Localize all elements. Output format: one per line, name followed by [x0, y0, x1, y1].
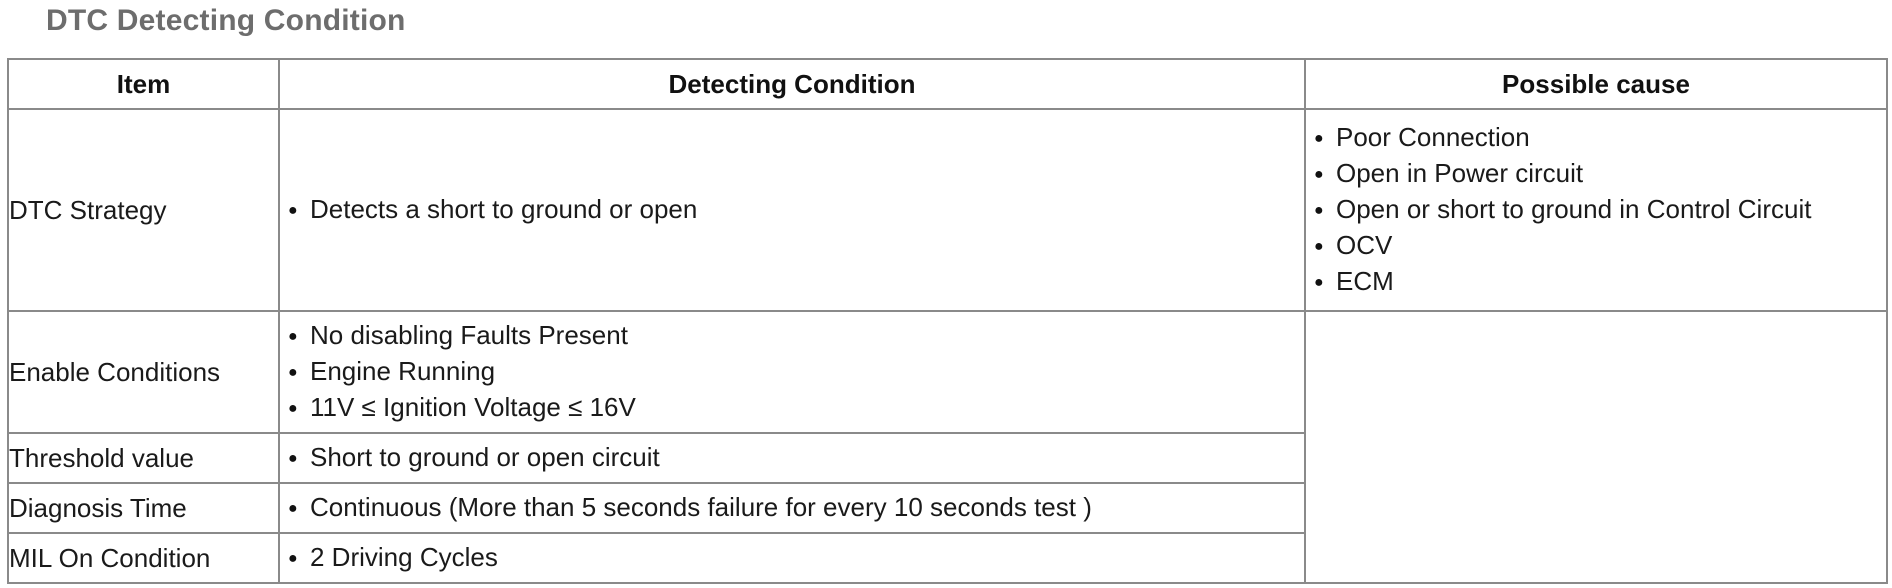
list-item: ● Poor Connection — [1314, 120, 1886, 156]
list-item: ● No disabling Faults Present — [288, 318, 1304, 354]
table-row — [8, 311, 1887, 433]
list-item: ● Continuous (More than 5 seconds failure for every 10 seconds test ) — [288, 490, 1304, 526]
list-item: ● Open or short to ground in Control Circuit — [1314, 192, 1886, 228]
list-item: ● Engine Running — [288, 354, 1304, 390]
header-item: Item — [8, 59, 279, 109]
header-possible-cause: Possible cause — [1305, 59, 1887, 109]
item-dtc-strategy: DTC Strategy — [8, 109, 279, 311]
detecting-condition-cell — [279, 311, 1305, 433]
list-item: ● Detects a short to ground or open — [288, 192, 1304, 228]
cause-list — [1306, 120, 1886, 300]
dtc-table — [7, 58, 1888, 584]
table-header-row — [8, 59, 1887, 109]
list-item: ● 2 Driving Cycles — [288, 540, 1304, 576]
possible-cause-cell — [1305, 109, 1887, 311]
list-item: ● OCV — [1314, 228, 1886, 264]
condition-list — [280, 540, 1304, 576]
detecting-condition-cell — [279, 109, 1305, 311]
item-threshold-value: Threshold value — [8, 433, 279, 483]
detecting-condition-cell — [279, 433, 1305, 483]
condition-list — [280, 318, 1304, 426]
possible-cause-empty-cell — [1305, 311, 1887, 583]
list-item: ● Short to ground or open circuit — [288, 440, 1304, 476]
table-row — [8, 109, 1887, 311]
list-item: ● 11V ≤ Ignition Voltage ≤ 16V — [288, 390, 1304, 426]
header-detecting-condition: Detecting Condition — [279, 59, 1305, 109]
condition-list — [280, 192, 1304, 228]
condition-list — [280, 490, 1304, 526]
page-title: DTC Detecting Condition — [46, 4, 406, 37]
item-mil-on-condition: MIL On Condition — [8, 533, 279, 583]
detecting-condition-cell — [279, 533, 1305, 583]
list-item: ● ECM — [1314, 264, 1886, 300]
list-item: ● Open in Power circuit — [1314, 156, 1886, 192]
item-diagnosis-time: Diagnosis Time — [8, 483, 279, 533]
detecting-condition-cell — [279, 483, 1305, 533]
item-enable-conditions: Enable Conditions — [8, 311, 279, 433]
condition-list — [280, 440, 1304, 476]
